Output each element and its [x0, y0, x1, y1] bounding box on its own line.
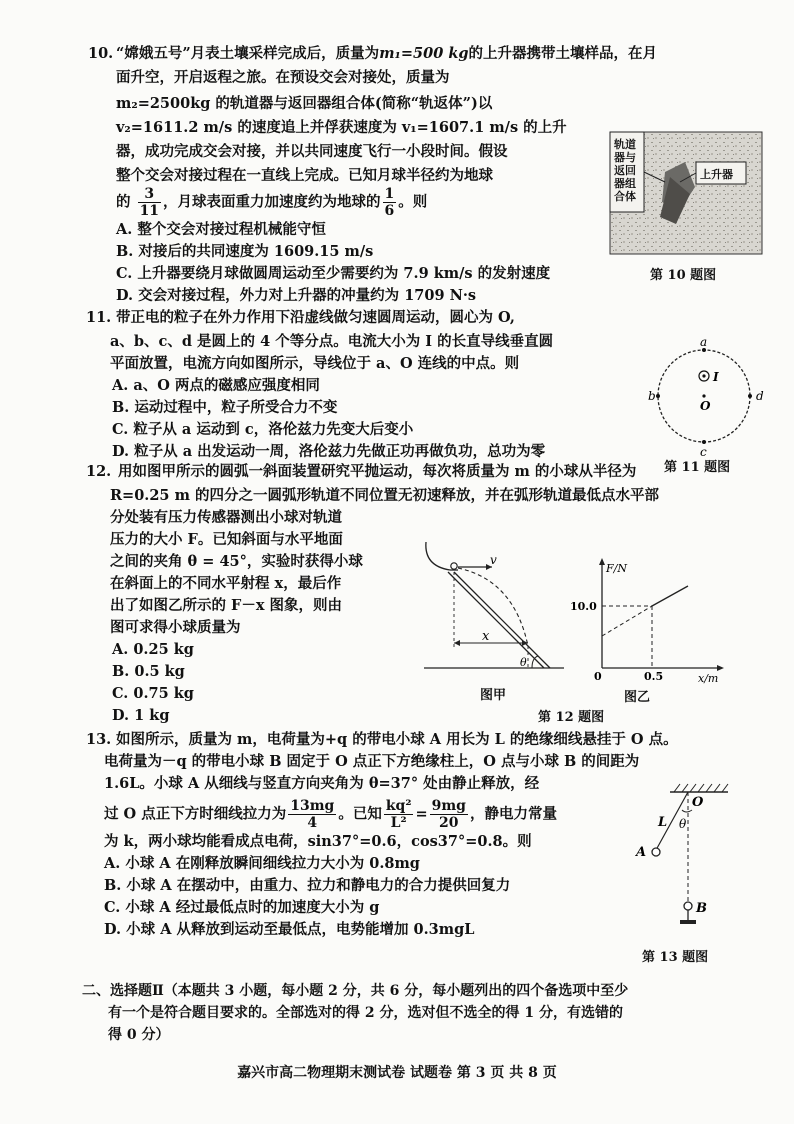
fraction-kq2-L2: $\frac{\text{kq²}}{\text{L²}}$ — [385, 798, 412, 831]
section-2-line2: 有一个是符合题目要求的。全部选对的得 2 分，选对但不选全的得 1 分，有选错的 — [108, 1005, 623, 1021]
center-O — [702, 394, 705, 397]
trajectory — [458, 568, 528, 646]
fraction-13mg-4: $\frac{13mg}{4}$ — [290, 798, 335, 831]
label-b: b — [648, 389, 656, 403]
q13-line4: 过 O 点正下方时细线拉力为 $\frac{13mg}{4}$ 。已知 $\frac{\text{kq²}}{\text{L²}}$ = $\frac{9mg}{20}$ ，静电力常量 — [104, 798, 557, 831]
q10-caption: 第 10 题图 — [650, 268, 717, 283]
q12-number: 12. — [86, 463, 112, 480]
q11-number: 11. — [86, 309, 112, 326]
label-O: O — [692, 795, 704, 810]
q12-caption: 第 12 题图 — [538, 710, 605, 725]
q13-figure — [630, 780, 740, 930]
q13-option-c: C. 小球 A 经过最低点时的加速度大小为 g — [104, 899, 380, 916]
point-d — [748, 394, 752, 398]
q10-option-b: B. 对接后的共同速度为 1609.15 m/s — [116, 243, 374, 260]
q11-line3: 平面放置，电流方向如图所示，导线位于 a、O 连线的中点。则 — [110, 355, 520, 372]
q10-line4: v₂=1611.2 m/s 的速度追上并俘获速度为 v₁=1607.1 m/s 的上升 — [116, 119, 567, 136]
point-c — [702, 440, 706, 444]
q10-option-a: A. 整个交会对接过程机械能守恒 — [116, 221, 326, 238]
q11-line2: a、b、c、d 是圆上的 4 个等分点。电流大小为 I 的长直导线垂直圆 — [110, 333, 554, 350]
q10-line3: m₂=2500kg 的轨道器与返回器组合体(简称“轨返体”)以 — [116, 95, 493, 112]
y-tick-10: 10.0 — [570, 600, 597, 613]
label-v: v — [490, 553, 497, 567]
q12-line2: R=0.25 m 的四分之一圆弧形轨道不同位置无初速释放，并在弧形轨道最低点水平部 — [110, 487, 659, 504]
q10-photo-label-orbiter: 轨道器与返回器组合体 — [614, 138, 636, 203]
q10-line7: 的 $\frac{3}{11}$ ，月球表面重力加速度约为地球的 $\frac{1}{6}$ 。则 — [116, 186, 428, 219]
q12-fig-b-caption: 图乙 — [624, 690, 651, 705]
q12-figure-b — [570, 554, 730, 685]
label-O: O — [700, 399, 711, 413]
q10-line5: 器，成功完成交会对接，并以共同速度飞行一小段时间。假设 — [116, 143, 508, 160]
label-a: a — [700, 335, 708, 349]
q10-option-d: D. 交会对接过程，外力对上升器的冲量约为 1709 N·s — [116, 287, 477, 304]
label-A: A — [636, 845, 647, 860]
q12-option-d: D. 1 kg — [112, 707, 170, 724]
q11-option-c: C. 粒子从 a 运动到 c，洛伦兹力先变大后变小 — [112, 421, 414, 438]
label-c: c — [700, 445, 707, 459]
x-axis-label: x/m — [698, 672, 719, 685]
graph-extrapolation — [602, 606, 652, 636]
q13-number: 13. — [86, 731, 112, 748]
q13-caption: 第 13 题图 — [642, 950, 709, 965]
graph-line — [652, 586, 688, 606]
label-theta: θ — [679, 817, 687, 831]
q12-fig-a-caption: 图甲 — [480, 688, 507, 703]
q10-number: 10. — [88, 45, 114, 62]
label-theta: θ — [520, 656, 527, 669]
ball-B — [684, 902, 692, 910]
q10-line1: “嫦娥五号”月表土壤采样完成后，质量为m₁=500 kg的上升器携带土壤样品，在月 — [116, 45, 658, 62]
q11-caption: 第 11 题图 — [664, 460, 731, 475]
q13-line3: 1.6L。小球 A 从细线与竖直方向夹角为 θ=37° 处由静止释放，经 — [104, 775, 540, 792]
ball — [451, 563, 457, 569]
q11-option-b: B. 运动过程中，粒子所受合力不变 — [112, 399, 338, 416]
q10-option-c: C. 上升器要绕月球做圆周运动至少需要约为 7.9 km/s 的发射速度 — [116, 265, 551, 282]
q12-line5: 之间的夹角 θ = 45°，实验时获得小球 — [110, 553, 363, 570]
section-2-line3: 得 0 分） — [108, 1027, 170, 1043]
fraction-1-6: $\frac{1}{6}$ — [384, 186, 395, 219]
q13-option-b: B. 小球 A 在摆动中，由重力、拉力和静电力的合力提供回复力 — [104, 877, 511, 894]
q13-line2: 电荷量为－q 的带电小球 B 固定于 O 点正下方绝缘柱上，O 点与小球 B 的间距为 — [104, 753, 640, 770]
q13-line1: 如图所示，质量为 m，电荷量为+q 的带电小球 A 用长为 L 的绝缘细线悬挂于 O 点。 — [116, 731, 678, 748]
q12-line6: 在斜面上的不同水平射程 x，最后作 — [110, 575, 342, 592]
q12-line8: 图可求得小球质量为 — [110, 619, 241, 636]
q12-line1: 用如图甲所示的圆弧一斜面装置研究平抛运动，每次将质量为 m 的小球从半径为 — [118, 463, 637, 480]
fraction-3-11: $\frac{3}{11}$ — [139, 186, 160, 219]
x-tick-05: 0.5 — [644, 670, 664, 683]
label-L: L — [658, 815, 668, 830]
q12-line3: 分处装有压力传感器测出小球对轨道 — [110, 509, 342, 526]
section-2-line1: 二、选择题Ⅱ（本题共 3 小题，每小题 2 分，共 6 分，每小题列出的四个备选项中至少 — [82, 983, 629, 999]
q11-line1: 带正电的粒子在外力作用下沿虚线做匀速圆周运动，圆心为 O, — [116, 309, 515, 326]
origin-label: 0 — [594, 670, 602, 683]
q12-line7: 出了如图乙所示的 F－x 图象，则由 — [110, 597, 343, 614]
arc-track — [426, 542, 450, 570]
q13-line5: 为 k，两小球均能看成点电荷，sin37°=0.6，cos37°=0.8。则 — [104, 833, 532, 850]
label-x: x — [482, 629, 490, 644]
y-axis-label: F/N — [606, 562, 627, 575]
q13-option-a: A. 小球 A 在刚释放瞬间细线拉力大小为 0.8mg — [104, 855, 420, 872]
label-B: B — [696, 901, 707, 916]
label-I: I — [713, 370, 719, 384]
q11-option-a: A. a、O 两点的磁感应强度相同 — [112, 377, 320, 394]
fraction-9mg-20: $\frac{9mg}{20}$ — [431, 798, 466, 831]
q11-figure — [648, 335, 770, 459]
q12-option-b: B. 0.5 kg — [112, 663, 185, 680]
point-b — [656, 394, 660, 398]
q10-line6: 整个交会对接过程在一直线上完成。已知月球半径约为地球 — [116, 167, 493, 184]
q10-photo-label-ascender: 上升器 — [700, 168, 733, 181]
q12-figure-a — [414, 528, 564, 678]
label-d: d — [756, 389, 764, 403]
q13-option-d: D. 小球 A 从释放到运动至最低点，电势能增加 0.3mgL — [104, 921, 475, 938]
q12-option-a: A. 0.25 kg — [112, 641, 194, 658]
q12-option-c: C. 0.75 kg — [112, 685, 194, 702]
q11-option-d: D. 粒子从 a 出发运动一周，洛伦兹力先做正功再做负功，总功为零 — [112, 443, 546, 460]
q10-line2: 面升空，开启返程之旅。在预设交会对接处，质量为 — [116, 69, 450, 86]
q12-line4: 压力的大小 F。已知斜面与水平地面 — [110, 531, 343, 548]
ball-A — [652, 848, 660, 856]
page-footer: 嘉兴市高二物理期末测试卷 试题卷 第 3 页 共 8 页 — [237, 1065, 557, 1081]
